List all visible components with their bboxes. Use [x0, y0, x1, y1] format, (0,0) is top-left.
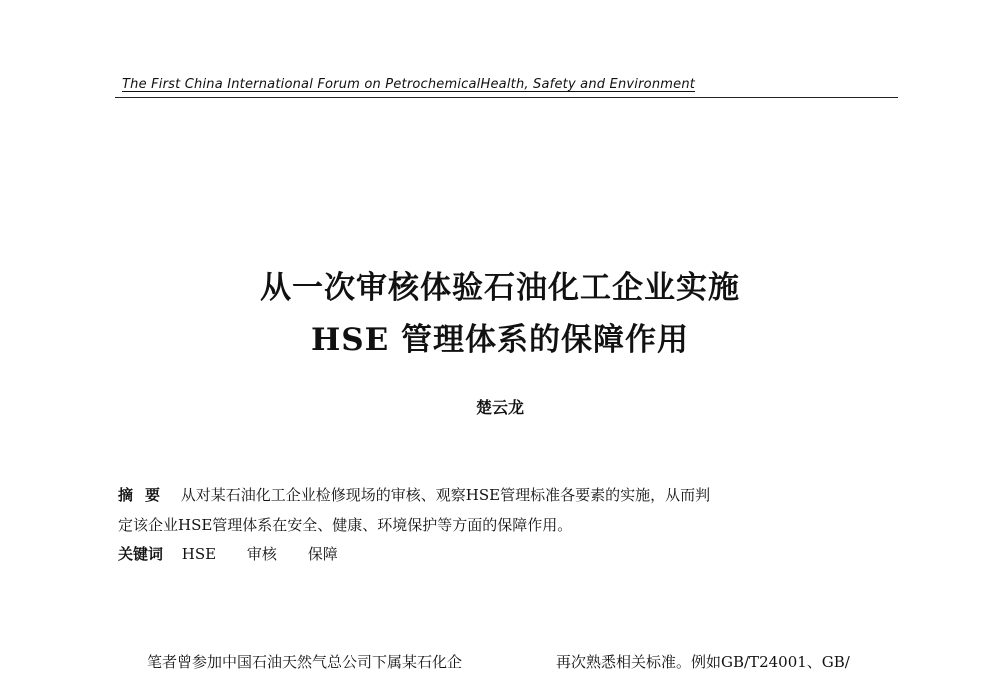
keyword-item: 保障 — [307, 545, 338, 563]
paper-title-line-1: 从一次审核体验石油化工企业实施 — [260, 270, 740, 306]
keyword-item: HSE — [181, 545, 217, 563]
author-name: 楚云龙 — [475, 398, 524, 417]
keyword-item: 审核 — [246, 545, 277, 563]
keywords-line — [118, 543, 900, 564]
keywords-label: 关键词 — [118, 545, 164, 563]
abstract-label: 摘要 — [118, 486, 173, 504]
body-right-column-text: 再次熟悉相关标准。例如GB/T24001、GB/ — [556, 653, 850, 671]
abstract-line-1 — [118, 484, 900, 505]
abstract-text-2: 定该企业HSE管理体系在安全、健康、环境保护等方面的保障作用。 — [118, 516, 573, 534]
abstract-text-1: 从对某石油化工企业检修现场的审核、观察HSE管理标准各要素的实施，从而判 — [180, 486, 711, 504]
body-left-column-text: 笔者曾参加中国石油天然气总公司下属某石化企 — [147, 653, 463, 671]
abstract-line-2 — [118, 514, 900, 535]
running-header: The First China International Forum on PetrochemicalHealth, Safety and Environment — [122, 77, 696, 92]
header-rule — [115, 97, 898, 98]
paper-title-line-2: HSE 管理体系的保障作用 — [310, 322, 690, 358]
